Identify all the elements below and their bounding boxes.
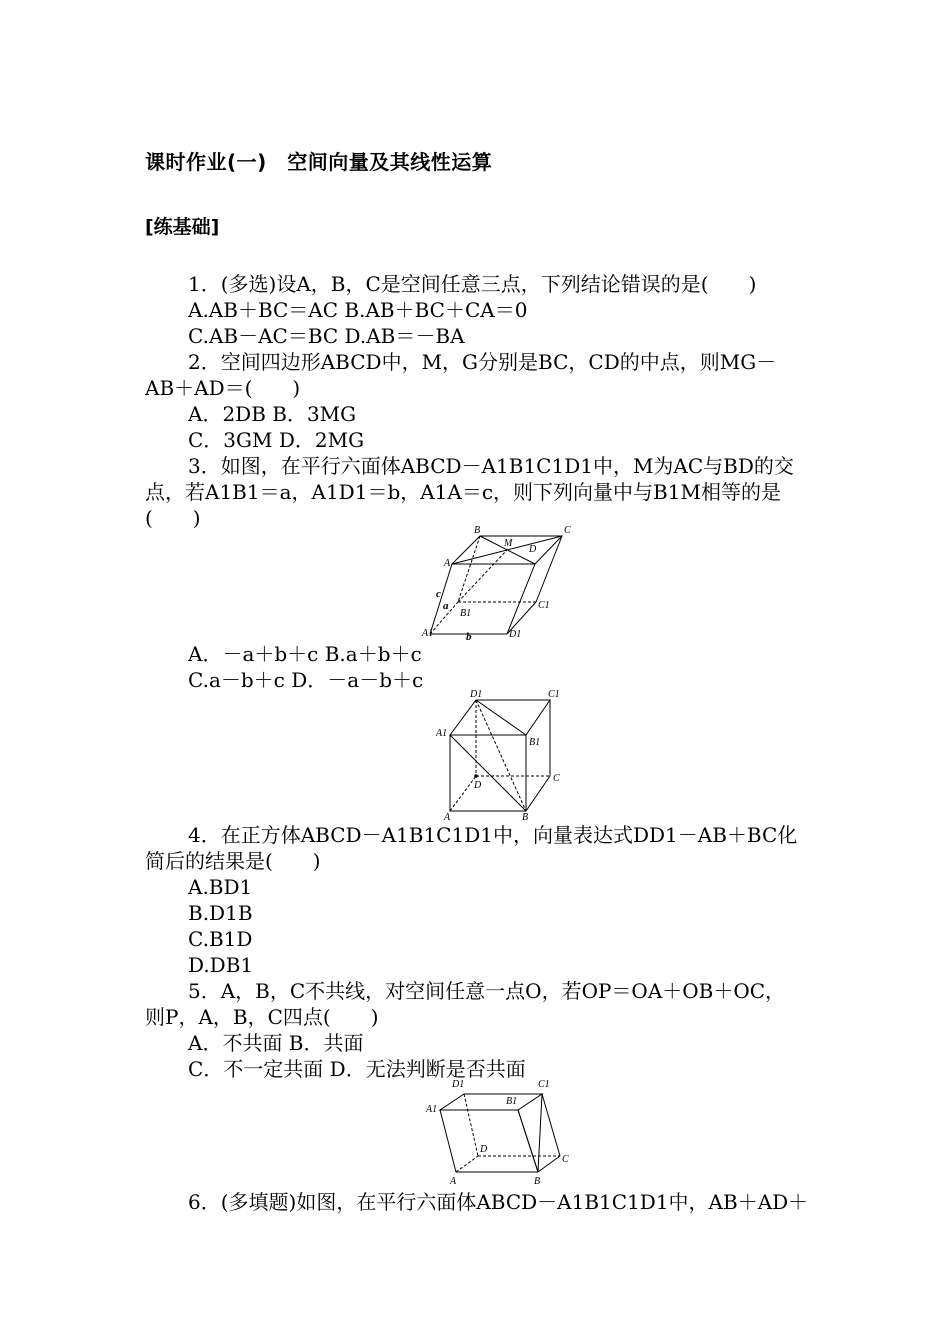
label-C: C	[553, 773, 560, 784]
cube-top-face	[450, 700, 550, 735]
q5-options-cd: C．不一定共面 D．无法判断是否共面	[188, 1057, 526, 1081]
q1-stem: 1．(多选)设A，B，C是空间任意三点，下列结论错误的是( )	[188, 272, 757, 296]
q5-options-ab: A．不共面 B．共面	[188, 1031, 364, 1055]
q4-option-d: D.DB1	[188, 953, 254, 977]
label-D: D	[474, 780, 482, 791]
label-A1: A1	[436, 728, 448, 739]
q5-stem-line2: 则P，A，B，C四点( )	[145, 1005, 379, 1029]
label-A1: A1	[422, 628, 434, 639]
q2-stem-line2: AB＋AD＝( )	[145, 376, 301, 400]
label-D1: D1	[470, 689, 483, 700]
q4-stem-line2: 简后的结果是( )	[145, 849, 321, 873]
q3-parallelepiped-figure	[410, 522, 585, 642]
q3-options-ab: A．－a＋b＋c B.a＋b＋c	[188, 642, 422, 666]
label-D1: D1	[452, 1079, 465, 1090]
label-b: b	[466, 631, 472, 642]
page-title: 课时作业(一) 空间向量及其线性运算	[145, 150, 493, 174]
label-M: M	[504, 538, 513, 549]
q2-stem-line1: 2．空间四边形ABCD中，M，G分别是BC，CD的中点，则MG－	[188, 350, 777, 374]
label-c: c	[436, 588, 441, 600]
q1-options-cd: C.AB－AC＝BC D.AB＝－BA	[188, 324, 465, 348]
q2-options-ab: A．2DB B．3MG	[188, 402, 357, 426]
label-C1: C1	[538, 600, 550, 611]
q4-option-a: A.BD1	[188, 875, 253, 899]
q4-option-b: B.D1B	[188, 901, 253, 925]
q3-stem-line3: ( )	[145, 506, 201, 530]
label-C: C	[562, 1154, 569, 1165]
q1-options-ab: A.AB＋BC＝AC B.AB＋BC＋CA＝0	[188, 298, 528, 322]
q5-stem-line1: 5．A，B，C不共线，对空间任意一点O，若OP＝OA＋OB＋OC，	[188, 979, 786, 1003]
label-C: C	[564, 525, 571, 536]
label-D: D	[480, 1144, 488, 1155]
q4-cube-figure	[430, 688, 570, 820]
label-D1: D1	[509, 629, 522, 640]
label-A: A	[450, 1176, 457, 1187]
q3-stem-line2: 点，若A1B1＝a，A1D1＝b，A1A＝c，则下列向量中与B1M相等的是	[145, 480, 781, 504]
label-C1: C1	[548, 689, 560, 700]
label-A: A	[444, 558, 451, 569]
label-D: D	[529, 544, 537, 555]
q4-stem-line1: 4．在正方体ABCD－A1B1C1D1中，向量表达式DD1－AB＋BC化	[188, 823, 798, 847]
section-heading: [练基础]	[145, 216, 220, 238]
label-B1: B1	[460, 608, 472, 619]
label-C1: C1	[538, 1079, 550, 1090]
label-B1: B1	[529, 737, 541, 748]
label-a: a	[443, 600, 449, 612]
q2-options-cd: C．3GM D．2MG	[188, 428, 365, 452]
q3-options-cd: C.a－b＋c D．－a－b＋c	[188, 668, 424, 692]
label-B: B	[474, 525, 481, 536]
q4-option-c: C.B1D	[188, 927, 253, 951]
label-A1: A1	[426, 1104, 438, 1115]
q6-top-face	[440, 1094, 542, 1110]
label-B: B	[534, 1176, 541, 1187]
label-B1: B1	[506, 1096, 518, 1107]
q6-stem-line1: 6．(多填题)如图，在平行六面体ABCD－A1B1C1D1中，AB＋AD＋	[188, 1190, 809, 1214]
label-A: A	[444, 812, 451, 820]
q3-stem-line1: 3．如图，在平行六面体ABCD－A1B1C1D1中，M为AC与BD的交	[188, 454, 794, 478]
q6-parallelepiped-figure	[420, 1076, 580, 1190]
label-B: B	[522, 812, 529, 820]
